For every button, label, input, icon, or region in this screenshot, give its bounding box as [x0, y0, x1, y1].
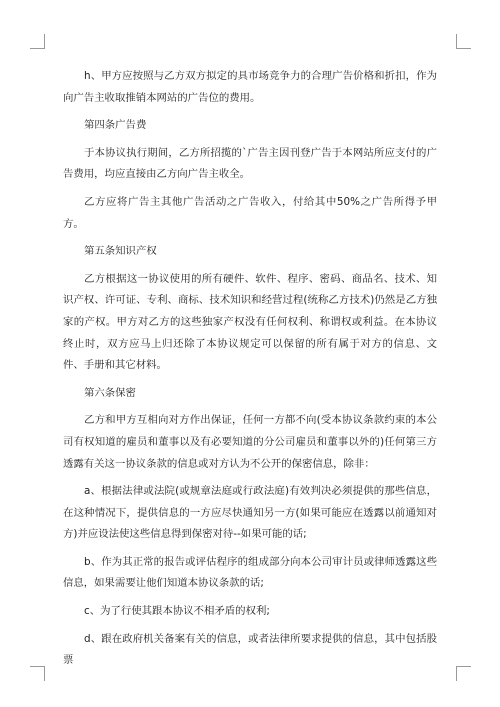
paragraph-item-a: a、根据法律或法院(或规章法庭或行政法庭)有效判决必须提供的那些信息，在这种情况下，提供信息的一方应尽快通知另一方(如果可能应在透露以前通知对方)并应设法使这些信息得到保密对待--如果可能的话; — [63, 485, 437, 541]
page-corner-mark-top-left — [30, 34, 45, 49]
paragraph-item-c: c、为了行使其跟本协议不相矛盾的权利; — [84, 605, 270, 618]
paragraph-ad-fee-collection: 于本协议执行期间，乙方所招揽的`广告主因刊登广告于本网站所应支付的广告费用，均应直接由乙方向广告主收全。 — [63, 146, 437, 181]
paragraph-h-advertising-price: h、甲方应按照与乙方双方拟定的具市场竞争力的合理广告价格和折扣，作为向广告主收取推销本网站的广告位的费用。 — [63, 70, 437, 104]
page-corner-mark-bottom-right — [456, 666, 471, 681]
paragraph-intellectual-property: 乙方根据这一协议使用的所有硬件、软件、程序、密码、商品名、技术、知识产权、许可证、专利、商标、技术知识和经营过程(统称乙方技术)仍然是乙方独家的产权。甲方对乙方的这些独家产权没有任何权利、称谓权或利益。在本协议终止时，双方应马上归还除了本协议规定可以保留的所有属于对方的信息、文件、手册和其它材料。 — [63, 272, 437, 372]
section-heading-article-4: 第四条广告费 — [84, 119, 147, 132]
paragraph-item-b: b、作为其正常的报告或评估程序的组成部分向本公司审计员或律师透露这些信息，如果需要让他们知道本协议条款的话; — [63, 555, 437, 590]
document-page — [63, 66, 437, 678]
paragraph-confidentiality: 乙方和甲方互相向对方作出保证，任何一方都不向(受本协议条款约束的本公司有权知道的雇员和董事以及有必要知道的分公司雇员和董事以外的)任何第三方透露有关这一协议条款的信息或对方认为不公开的保密信息，除非： — [63, 414, 437, 470]
paragraph-ad-revenue-share: 乙方应将广告主其他广告活动之广告收入，付给其中50%之广告所得予甲方。 — [63, 195, 437, 230]
page-corner-mark-top-right — [456, 34, 471, 49]
section-heading-article-6: 第六条保密 — [84, 386, 136, 399]
section-heading-article-5: 第五条知识产权 — [84, 245, 157, 258]
page-corner-mark-bottom-left — [30, 666, 45, 681]
paragraph-item-d: d、跟在政府机关备案有关的信息，或者法律所要求提供的信息，其中包括股票 — [63, 632, 437, 667]
